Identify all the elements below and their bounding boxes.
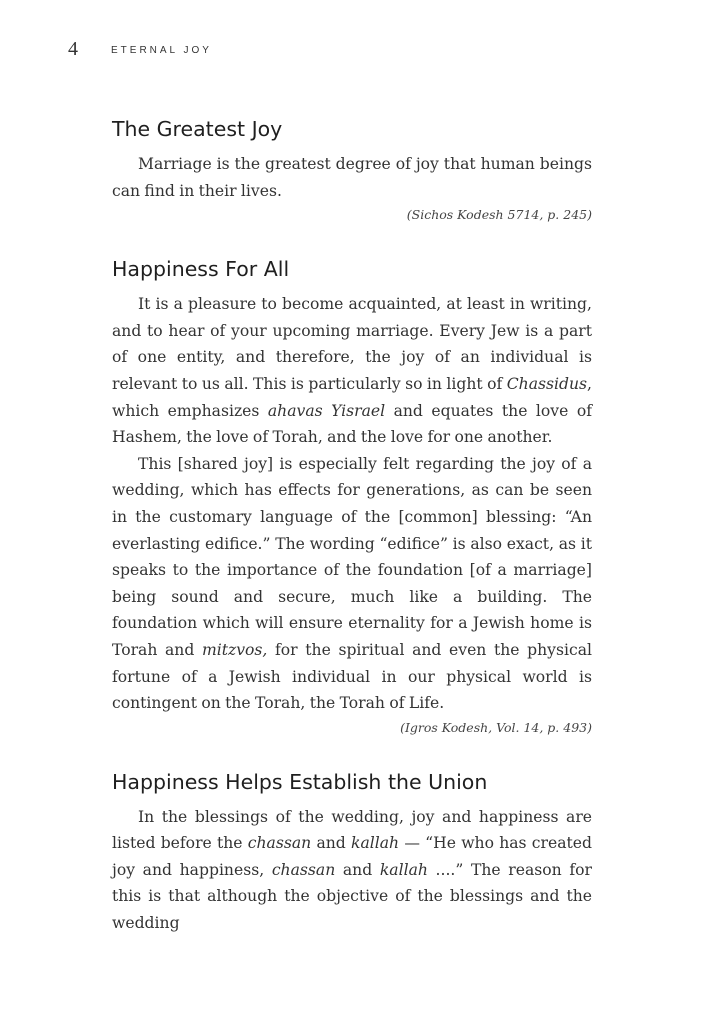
source-citation: (Sichos Kodesh 5714, p. 245) xyxy=(406,207,592,223)
source-citation: (Igros Kodesh, Vol. 14, p. 493) xyxy=(400,719,592,735)
section-heading: Happiness For All xyxy=(112,257,290,282)
italic-term: mitzvos, xyxy=(201,640,268,659)
italic-term: chassan xyxy=(271,860,336,879)
text-run: — “He who has created joy and happiness, xyxy=(112,834,592,879)
text-run: This [shared joy] is especially felt regarding the joy of a wedding, which has effects for generations, as can be seen in the customary language of the [common] blessing: “An everlasting edifice.” The wording “edifice” is also exact, as it speaks to the importance of the foundation [of a marriage] being sound and secure, much like a building. The foundation which will ensure eternality for a Jewish home is Torah and xyxy=(112,454,592,659)
italic-term: kallah xyxy=(351,834,400,853)
paragraph xyxy=(112,291,592,451)
italic-term: chassan xyxy=(247,834,312,853)
italic-term: ahavas Yisrael xyxy=(267,401,386,420)
italic-term: Chassidus xyxy=(506,374,588,393)
paragraph xyxy=(112,451,592,717)
text-run: , which emphasizes xyxy=(112,374,592,420)
text-run: and xyxy=(335,860,380,879)
section-heading: Happiness Helps Establish the Union xyxy=(112,769,488,794)
section-heading: The Greatest Joy xyxy=(112,117,283,141)
text-run: for the spiritual and even the physical fortune of a Jewish individual in our physical world is contingent on the Torah, the Torah of Life. xyxy=(112,640,592,713)
text-run: and xyxy=(311,834,352,853)
text-run: In the blessings of the wedding, joy and happiness are listed before the xyxy=(112,807,592,853)
running-head: ETERNAL JOY xyxy=(111,45,212,56)
italic-term: kallah xyxy=(379,860,428,879)
text-run: and equates the love of Hashem, the love of Torah, and the love for one another. xyxy=(112,401,592,447)
page-number: 4 xyxy=(68,38,78,60)
text-run: Marriage is the greatest degree of joy that human beings can find in their lives. xyxy=(112,155,592,200)
section-greatest-joy xyxy=(112,114,592,224)
text-run: ....” The reason for this is that although the objective of the blessings and the wedding xyxy=(112,860,592,933)
paragraph xyxy=(112,151,592,204)
text-run: It is a pleasure to become acquainted, at least in writing, and to hear of your upcoming marriage. Every Jew is a part of one entity, and therefore, the joy of an individual is relevant to us all. This is particularly so in light of xyxy=(112,295,592,393)
section-happiness-for-all xyxy=(112,254,592,737)
section-happiness-helps-union xyxy=(112,767,592,937)
page-content xyxy=(112,114,592,937)
paragraph xyxy=(112,804,592,937)
